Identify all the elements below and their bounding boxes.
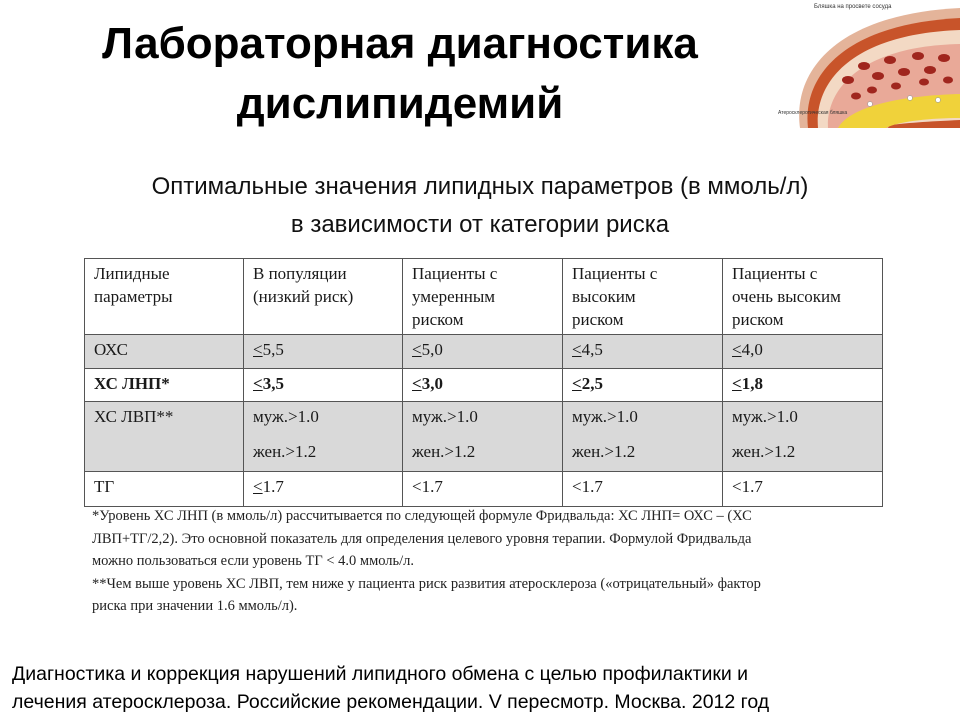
header-cell (563, 259, 723, 335)
value-cell: <1.7 (723, 472, 883, 507)
footnote-line: можно пользоваться если уровень ТГ < 4.0 ммоль/л. (92, 553, 415, 569)
slide-title-line-2: дислипидемий (236, 79, 564, 128)
value-female: жен.>1.2 (253, 442, 317, 461)
value-cell (563, 335, 723, 369)
value-sign: < (572, 374, 582, 393)
param-cell: ХС ЛВП** (85, 402, 244, 472)
value-female: жен.>1.2 (572, 442, 636, 461)
header-text: высоким (572, 287, 636, 306)
value-sign: < (732, 340, 742, 359)
slide-title-line-1: Лабораторная диагностика (102, 19, 698, 68)
param-cell: ОХС (85, 335, 244, 369)
value-number: 4,0 (741, 340, 763, 359)
value-cell (403, 402, 563, 472)
artery-cross-section-illustration (778, 0, 960, 128)
param-cell: ТГ (85, 472, 244, 507)
value-number: 5,5 (262, 340, 284, 359)
value-cell (723, 335, 883, 369)
table-footnotes (92, 505, 872, 618)
value-female: жен.>1.2 (412, 442, 476, 461)
value-number: 3,0 (421, 374, 443, 393)
artery-label-bottom: Атеросклеротическая бляшка (778, 110, 848, 116)
header-text: риском (412, 310, 464, 329)
header-text: Пациенты с (572, 264, 658, 283)
value-cell (563, 369, 723, 402)
value-cell: <1.7 (403, 472, 563, 507)
value-cell (244, 402, 403, 472)
slide-title (40, 14, 760, 134)
lipid-targets-table (84, 258, 883, 507)
table-row-triglycerides (85, 472, 883, 507)
value-male: муж.>1.0 (572, 407, 638, 426)
table-header-row (85, 259, 883, 335)
citation-line-1: Диагностика и коррекция нарушений липидного обмена с целью профилактики и (12, 663, 749, 685)
value-sign: < (253, 477, 263, 496)
citation-line-2: лечения атеросклероза. Российские рекомендации. V пересмотр. Москва. 2012 год (12, 691, 770, 713)
table-row-hdl (85, 402, 883, 472)
source-citation (12, 660, 952, 716)
value-cell (244, 369, 403, 402)
subtitle-line-2: в зависимости от категории риска (290, 211, 670, 238)
header-cell (723, 259, 883, 335)
table-row-ldl (85, 369, 883, 402)
value-number: 4,5 (581, 340, 603, 359)
header-text: В популяции (253, 264, 347, 283)
value-number: 1,8 (741, 374, 763, 393)
value-number: 1.7 (262, 477, 284, 496)
value-male: муж.>1.0 (412, 407, 478, 426)
header-text: Липидные (94, 264, 170, 283)
param-cell: ХС ЛНП* (85, 369, 244, 402)
value-cell (563, 402, 723, 472)
header-text: Пациенты с (732, 264, 818, 283)
value-sign: < (253, 340, 263, 359)
value-cell (403, 335, 563, 369)
subtitle-line-1: Оптимальные значения липидных параметров (в ммоль/л) (151, 173, 809, 200)
footnote-line: **Чем выше уровень ХС ЛВП, тем ниже у пациента риск развития атеросклероза («отрицательный» фактор (92, 575, 761, 592)
header-cell (244, 259, 403, 335)
slide-subtitle (60, 168, 900, 244)
value-number: 5,0 (421, 340, 443, 359)
value-number: 3,5 (262, 374, 284, 393)
artery-label-top: Бляшка на просвете сосуда (814, 4, 892, 10)
value-number: 2,5 (581, 374, 603, 393)
value-cell (244, 472, 403, 507)
header-text: Пациенты с (412, 264, 498, 283)
footnote-line: *Уровень ХС ЛНП (в ммоль/л) рассчитывается по следующей формуле Фридвальда: ХС ЛНП= ОХС – (ХС (92, 508, 752, 524)
header-cell (403, 259, 563, 335)
value-sign: < (253, 374, 263, 393)
value-cell (723, 402, 883, 472)
value-sign: < (732, 374, 742, 393)
value-male: муж.>1.0 (253, 407, 319, 426)
header-text: умеренным (412, 287, 495, 306)
header-text: риском (732, 310, 784, 329)
header-text: риском (572, 310, 624, 329)
header-text: (низкий риск) (253, 287, 354, 306)
value-female: жен.>1.2 (732, 442, 796, 461)
header-text: очень высоким (732, 287, 841, 306)
value-cell (403, 369, 563, 402)
value-sign: < (572, 340, 582, 359)
value-sign: < (412, 340, 422, 359)
table-row-total-cholesterol (85, 335, 883, 369)
value-sign: < (412, 374, 422, 393)
value-cell: <1.7 (563, 472, 723, 507)
header-cell (85, 259, 244, 335)
header-text: параметры (94, 287, 173, 306)
value-male: муж.>1.0 (732, 407, 798, 426)
footnote-line: ЛВП+ТГ/2,2). Это основной показатель для определения целевого уровня терапии. Формулой Фридвальда (92, 530, 752, 547)
value-cell (723, 369, 883, 402)
value-cell (244, 335, 403, 369)
footnote-line: риска при значении 1.6 ммоль/л). (92, 598, 298, 614)
